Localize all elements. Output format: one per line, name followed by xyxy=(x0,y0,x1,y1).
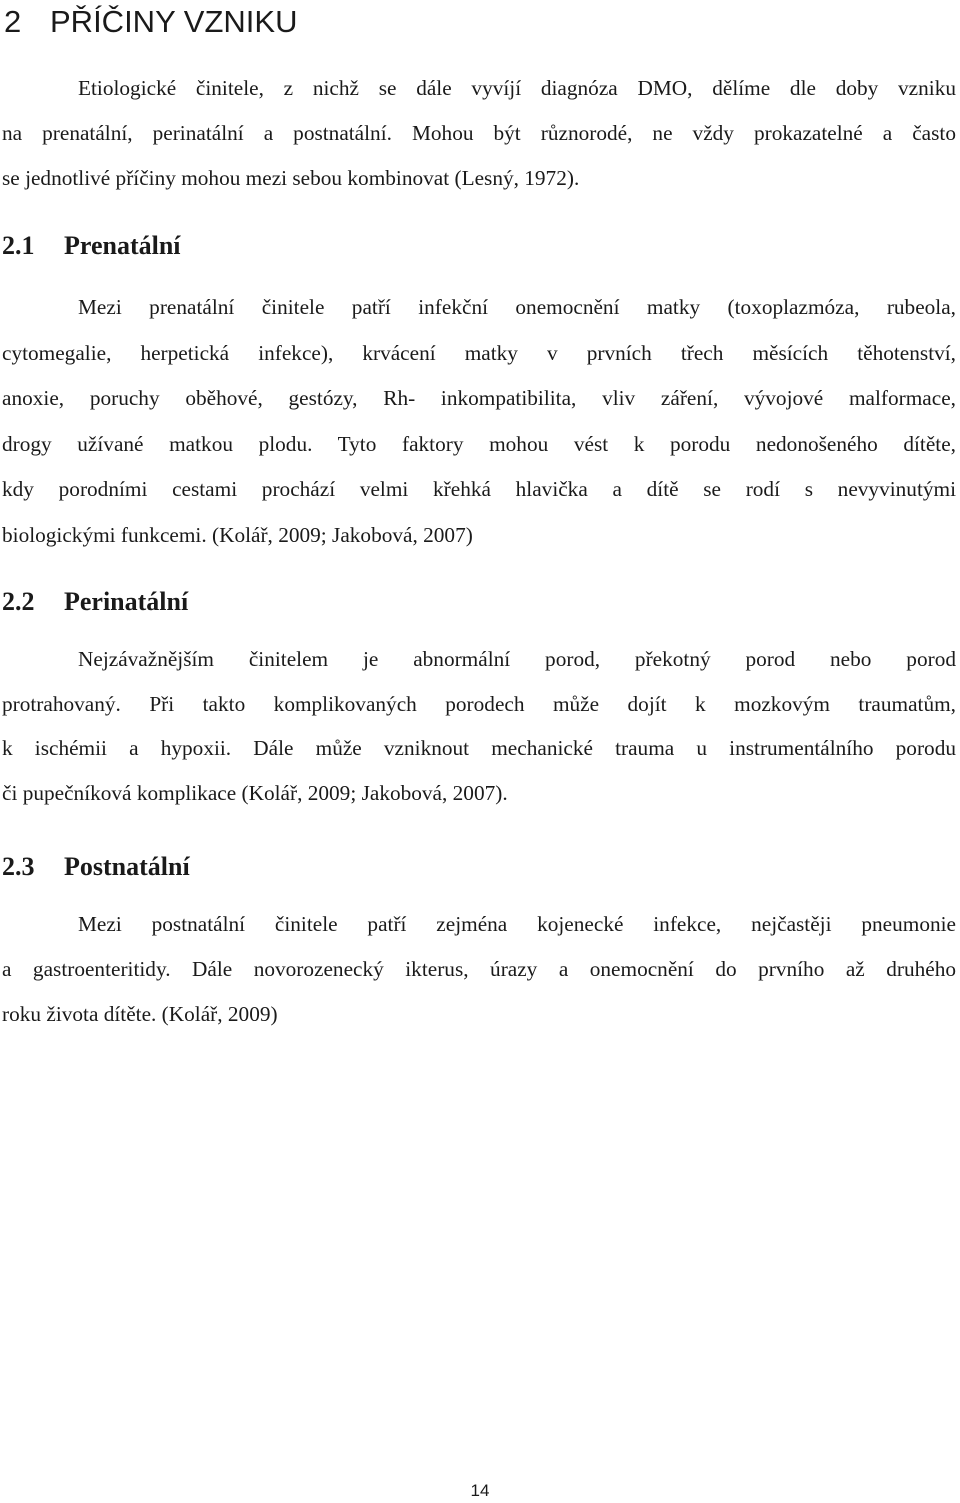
paragraph-line: kdy porodními cestami prochází velmi křehká hlavička a dítě se rodí s nevyvinutými xyxy=(2,477,956,501)
chapter-title: PŘÍČINY VZNIKU xyxy=(50,4,298,39)
paragraph-line: a gastroenteritidy. Dále novorozenecký ikterus, úrazy a onemocnění do prvního až druhého xyxy=(2,957,956,981)
paragraph-line: protrahovaný. Při takto komplikovaných porodech může dojít k mozkovým traumatům, xyxy=(2,691,956,716)
paragraph-line: či pupečníková komplikace (Kolář, 2009; Jakobová, 2007). xyxy=(2,780,508,805)
section-paragraph-perinatal xyxy=(2,637,956,815)
paragraph-line: anoxie, poruchy oběhové, gestózy, Rh- inkompatibilita, vliv záření, vývojové malformace, xyxy=(2,386,956,410)
page-number: 14 xyxy=(470,1481,490,1500)
section-number: 2.2 xyxy=(2,587,35,616)
paragraph-line: Nejzávažnějším činitelem je abnormální porod, překotný porod nebo porod xyxy=(78,647,956,671)
paragraph-line: cytomegalie, herpetická infekce), krvácení matky v prvních třech měsících těhotenství, xyxy=(2,340,956,365)
section-heading-perinatal xyxy=(2,585,188,619)
section-number: 2.1 xyxy=(2,231,35,260)
chapter-number: 2 xyxy=(4,4,22,39)
section-title: Perinatální xyxy=(64,587,189,616)
paragraph-line: Mezi prenatální činitele patří infekční onemocnění matky (toxoplazmóza, rubeola, xyxy=(78,295,956,319)
paragraph-line: roku života dítěte. (Kolář, 2009) xyxy=(2,1002,278,1026)
paragraph-line: biologickými funkcemi. (Kolář, 2009; Jakobová, 2007) xyxy=(2,522,473,547)
paragraph-line: na prenatální, perinatální a postnatální. Mohou být různorodé, ne vždy prokazatelné a často xyxy=(2,121,956,145)
section-title: Postnatální xyxy=(64,852,190,881)
paragraph-line: k ischémii a hypoxii. Dále může vzniknout mechanické trauma u instrumentálního porodu xyxy=(2,736,956,760)
chapter-intro-paragraph xyxy=(2,66,956,201)
paragraph-line: Etiologické činitele, z nichž se dále vyvíjí diagnóza DMO, dělíme dle doby vzniku xyxy=(78,76,956,100)
section-paragraph-postnatal xyxy=(2,902,956,1037)
paragraph-line: drogy užívané matkou plodu. Tyto faktory mohou vést k porodu nedonošeného dítěte, xyxy=(2,431,956,456)
section-heading-prenatal xyxy=(2,229,181,263)
paragraph-line: se jednotlivé příčiny mohou mezi sebou kombinovat (Lesný, 1972). xyxy=(2,166,580,190)
paragraph-line: Mezi postnatální činitele patří zejména kojenecké infekce, nejčastěji pneumonie xyxy=(78,912,956,936)
chapter-heading xyxy=(4,2,297,42)
section-number: 2.3 xyxy=(2,852,35,881)
section-paragraph-prenatal xyxy=(2,285,956,558)
section-title: Prenatální xyxy=(64,231,181,260)
section-heading-postnatal xyxy=(2,850,190,884)
